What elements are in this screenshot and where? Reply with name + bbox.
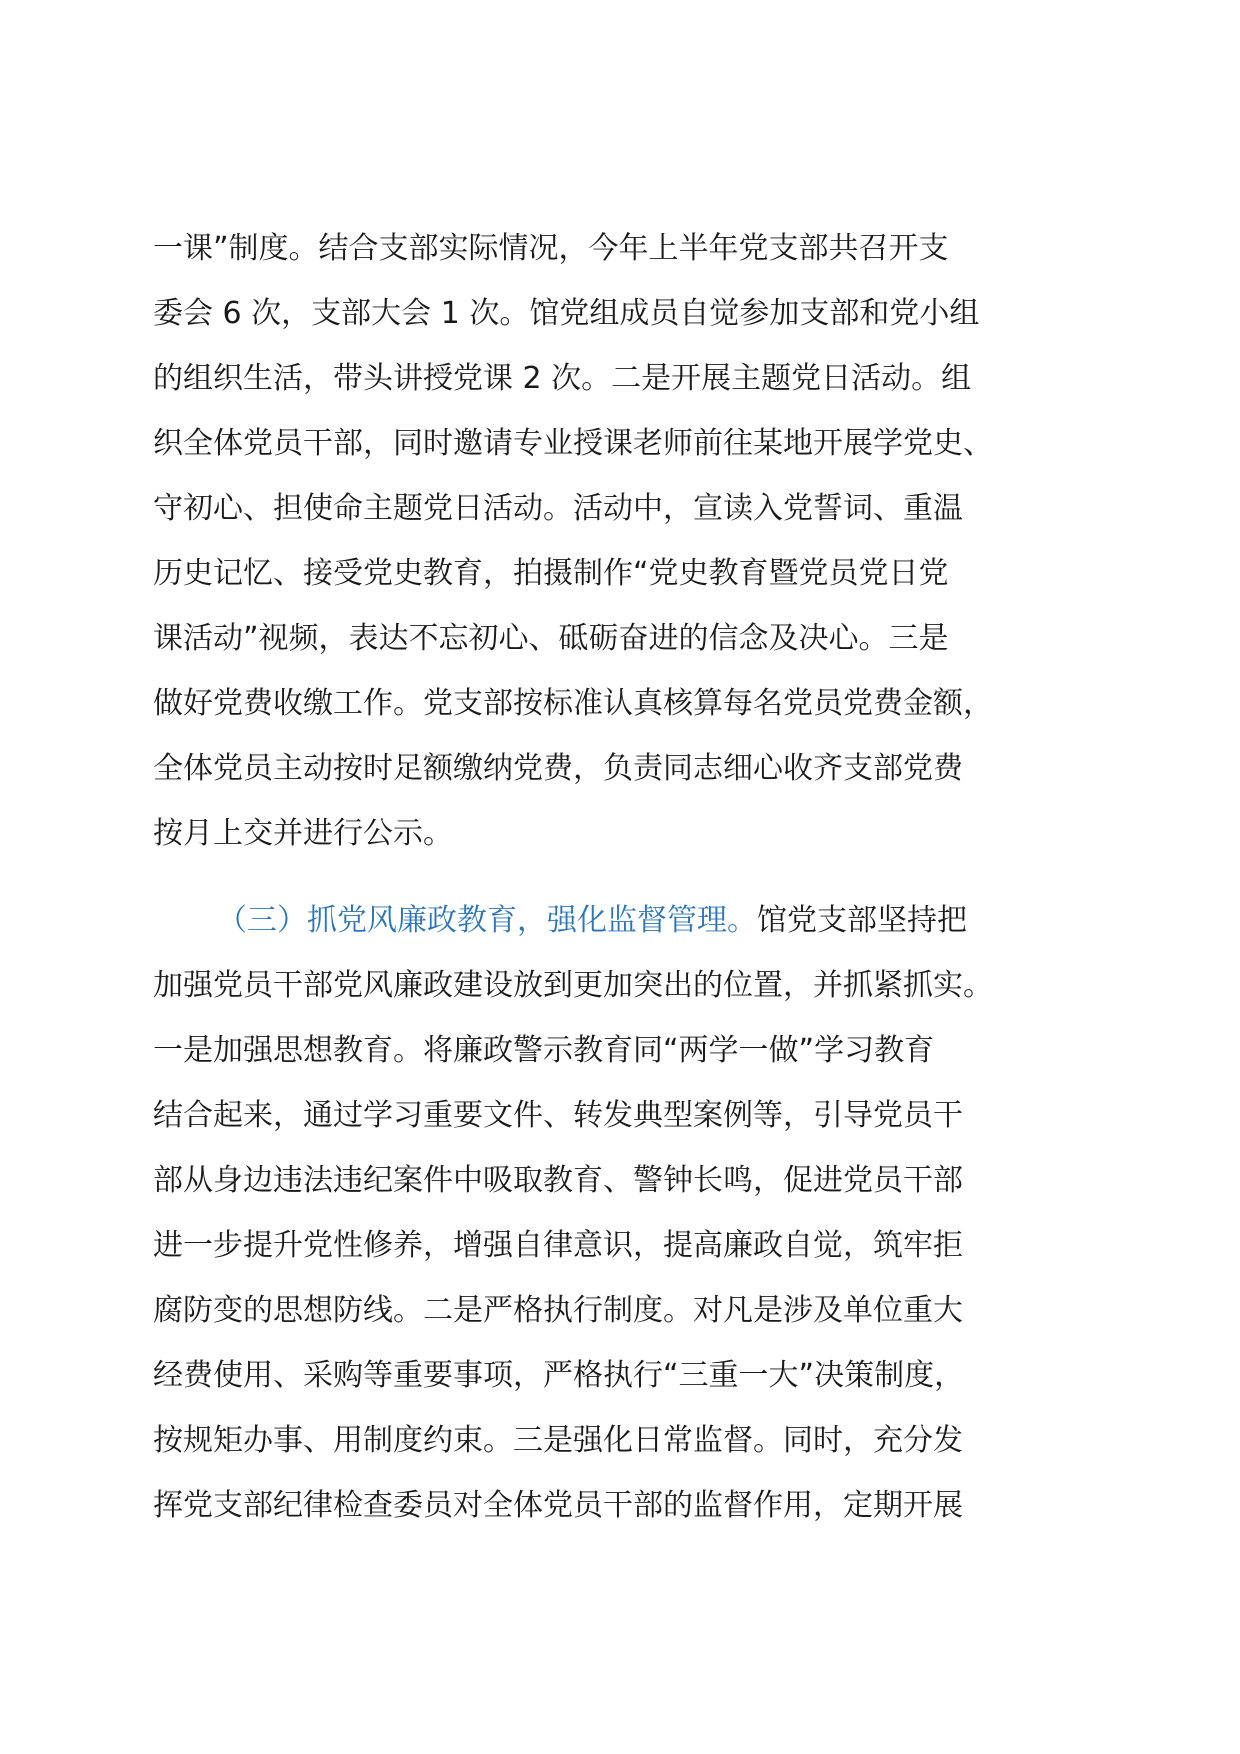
text-line: 一是加强思想教育。将廉政警示教育同“两学一做”学习教育 bbox=[153, 1033, 935, 1068]
paragraph-first-line bbox=[153, 888, 1113, 953]
text-line: 加强党员干部党风廉政建设放到更加突出的位置，并抓紧抓实。 bbox=[153, 968, 993, 1003]
paragraph-integrity-education bbox=[153, 888, 1113, 1538]
document-body bbox=[153, 216, 1113, 1538]
text-line: 全体党员主动按时足额缴纳党费，负责同志细心收齐支部党费 bbox=[153, 751, 963, 786]
text-line: 历史记忆、接受党史教育，拍摄制作“党史教育暨党员党日党 bbox=[153, 556, 949, 591]
paragraph-spacer bbox=[153, 866, 1113, 888]
paragraph-party-life bbox=[153, 216, 1113, 866]
text-line: 守初心、担使命主题党日活动。活动中，宣读入党誓词、重温 bbox=[153, 491, 963, 526]
text-line: 经费使用、采购等重要事项，严格执行“三重一大”决策制度， bbox=[153, 1358, 965, 1393]
heading-continuation: 馆党支部坚持把 bbox=[757, 903, 967, 938]
section-heading: （三）抓党风廉政教育，强化监督管理。 bbox=[217, 903, 757, 938]
text-line: 按规矩办事、用制度约束。三是强化日常监督。同时，充分发 bbox=[153, 1423, 963, 1458]
text-line: 委会 6 次，支部大会 1 次。馆党组成员自觉参加支部和党小组 bbox=[153, 296, 980, 331]
text-line: 挥党支部纪律检查委员对全体党员干部的监督作用，定期开展 bbox=[153, 1488, 963, 1523]
text-line: 腐防变的思想防线。二是严格执行制度。对凡是涉及单位重大 bbox=[153, 1293, 963, 1328]
text-line: 进一步提升党性修养，增强自律意识，提高廉政自觉，筑牢拒 bbox=[153, 1228, 963, 1263]
text-line: 做好党费收缴工作。党支部按标准认真核算每名党员党费金额， bbox=[153, 686, 993, 721]
text-line: 一课”制度。结合支部实际情况，今年上半年党支部共召开支 bbox=[153, 231, 949, 266]
text-line: 的组织生活，带头讲授党课 2 次。二是开展主题党日活动。组 bbox=[153, 361, 972, 396]
text-line: 按月上交并进行公示。 bbox=[153, 816, 453, 851]
text-line: 结合起来，通过学习重要文件、转发典型案例等，引导党员干 bbox=[153, 1098, 963, 1133]
text-line: 课活动”视频，表达不忘初心、砥砺奋进的信念及决心。三是 bbox=[153, 621, 949, 656]
text-line: 部从身边违法违纪案件中吸取教育、警钟长鸣，促进党员干部 bbox=[153, 1163, 963, 1198]
text-line: 织全体党员干部，同时邀请专业授课老师前往某地开展学党史、 bbox=[153, 426, 993, 461]
